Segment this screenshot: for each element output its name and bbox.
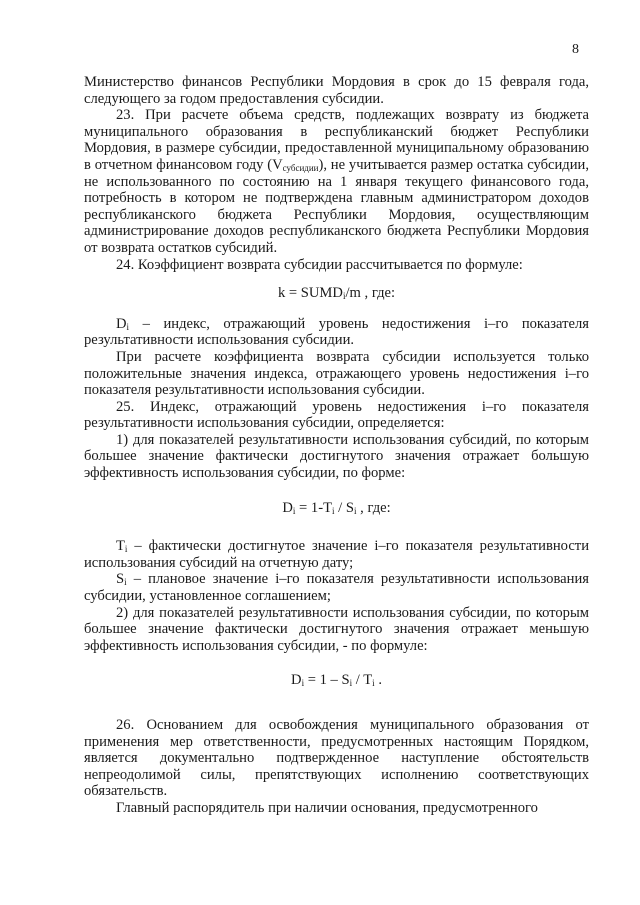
- paragraph-calculation-note: При расчете коэффициента возврата субсидии используется только положительные значения индекса, отражающего уровень недостижения i–го показателя результативности использования субсидии.: [84, 348, 589, 399]
- paragraph-23-text-start: 23. При расчете объема средств, подлежащих возврату из бюджета муниципального образования в республиканский бюджет Республики Мордовия, в размере субсидии, предоставленной муниципальному образованию в отчетном финансовом году (V: [84, 107, 589, 173]
- di-text: – индекс, отражающий уровень недостижения i–го показателя результативности использования субсидии.: [84, 315, 589, 349]
- formula-k-part2: /m , где:: [345, 285, 396, 302]
- ti-subscript: i: [124, 544, 128, 555]
- formula-k-subscript: i: [342, 291, 346, 302]
- paragraph-23-text-end: ), не учитывается размер остатка субсидии, не использованного по состоянию на 1 января текущего финансового года, потребность в котором не подтверждена главным администратором доходов республиканского бюджета Республики Мордовия, осуществляющим администрирование доходов республиканского бюджета Республики Мордовия от возврата остатков субсидий.: [84, 156, 589, 256]
- formula-di-1-c: / S: [334, 499, 354, 516]
- paragraph-23-subscript: субсидии: [282, 162, 319, 173]
- di-subscript: i: [126, 321, 130, 332]
- formula-di-2: [84, 672, 589, 689]
- paragraph-25-item-1: 1) для показателей результативности использования субсидий, по которым большее значение фактически достигнутого значения отражает большую эффективность использования субсидии, по форме:: [84, 431, 589, 482]
- document-body: [84, 74, 589, 817]
- formula-di-2-s1: i: [301, 678, 305, 689]
- formula-di-1: [84, 500, 589, 517]
- si-text: – плановое значение i–го показателя результативности использования субсидии, установленное соглашением;: [84, 571, 589, 605]
- paragraph-24: 24. Коэффициент возврата субсидии рассчитывается по формуле:: [116, 256, 523, 273]
- paragraph-25-item-2: 2) для показателей результативности использования субсидии, по которым большее значение фактически достигнутого значения отражает меньшую эффективность использования субсидии, - по формуле:: [84, 604, 589, 654]
- formula-di-1-d: , где:: [356, 499, 391, 516]
- formula-di-2-s3: i: [372, 678, 375, 689]
- paragraph-26: 26. Основанием для освобождения муниципального образования от применения мер ответственности, предусмотренных настоящим Порядком, является документально подтвержденное наступление обстоятельств непреодолимой силы, препятствующих исполнению соответствующих обязательств.: [84, 717, 589, 800]
- si-symbol: S: [116, 571, 125, 588]
- paragraph-25: 25. Индекс, отражающий уровень недостижения i–го показателя результативности использования субсидии, определяется:: [84, 398, 589, 432]
- page-number: 8: [572, 42, 579, 57]
- paragraph-si-definition: [84, 571, 589, 604]
- di-symbol: D: [116, 315, 127, 332]
- formula-di-2-a: D: [291, 672, 302, 689]
- formula-di-1-b: = 1-T: [295, 499, 332, 516]
- formula-di-2-b: = 1 – S: [304, 672, 350, 689]
- paragraph-di-definition: [84, 316, 589, 349]
- paragraph-last: Главный распорядитель при наличии основания, предусмотренного: [116, 799, 538, 816]
- formula-di-1-s2: i: [332, 505, 335, 516]
- formula-di-2-s2: i: [349, 678, 353, 689]
- ti-symbol: T: [116, 538, 125, 555]
- formula-di-2-d: .: [374, 672, 382, 689]
- formula-di-2-c: / T: [352, 672, 373, 689]
- formula-di-1-s3: i: [353, 505, 357, 516]
- paragraph-ti-definition: [84, 538, 589, 571]
- formula-di-1-s1: i: [292, 505, 296, 516]
- paragraph-continuation: Министерство финансов Республики Мордовия в срок до 15 февраля года, следующего за годом предоставления субсидии.: [84, 74, 589, 107]
- paragraph-23: [84, 107, 589, 256]
- ti-text: – фактически достигнутое значение i–го показателя результативности использования субсидий на отчетную дату;: [84, 538, 590, 571]
- formula-di-1-a: D: [282, 499, 293, 516]
- formula-k-part1: k = SUMD: [277, 285, 343, 302]
- formula-k: [84, 285, 589, 302]
- si-subscript: i: [124, 577, 127, 588]
